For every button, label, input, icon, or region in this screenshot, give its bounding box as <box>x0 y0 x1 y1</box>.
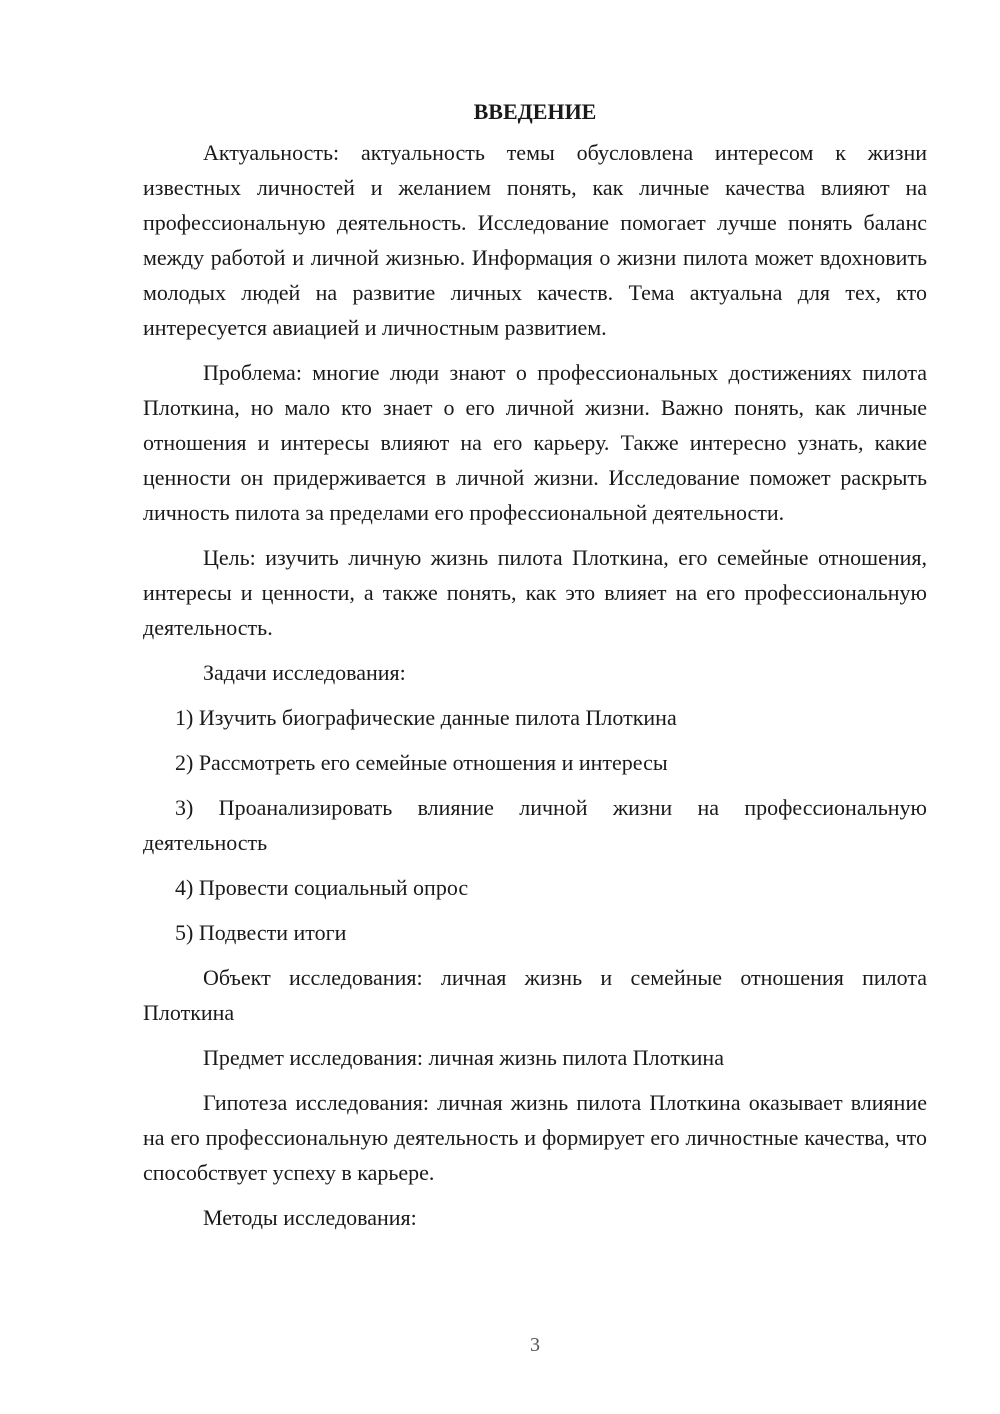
hypothesis-paragraph: Гипотеза исследования: личная жизнь пилота Плоткина оказывает влияние на его профессиональную деятельность и формирует его личностные качества, что способствует успеху в карьере. <box>143 1090 927 1185</box>
page-number: 3 <box>530 1334 540 1356</box>
page-content <box>143 94 927 1235</box>
goal-paragraph: Цель: изучить личную жизнь пилота Плоткина, его семейные отношения, интересы и ценности, а также понять, как это влияет на его профессиональную деятельность. <box>143 545 927 640</box>
methods-heading: Методы исследования: <box>203 1205 417 1230</box>
task-item: 3) Проанализировать влияние личной жизни на профессиональную деятельность <box>143 795 927 855</box>
section-heading: ВВЕДЕНИЕ <box>473 99 597 124</box>
tasks-heading: Задачи исследования: <box>203 660 406 685</box>
task-item: 2) Рассмотреть его семейные отношения и интересы <box>175 750 668 775</box>
task-item: 1) Изучить биографические данные пилота Плоткина <box>175 705 677 730</box>
relevance-paragraph: Актуальность: актуальность темы обусловлена интересом к жизни известных личностей и желанием понять, как личные качества влияют на профессиональную деятельность. Исследование помогает лучше понять баланс между работой и личной жизнью. Информация о жизни пилота может вдохновить молодых людей на развитие личных качеств. Тема актуальна для тех, кто интересуется авиацией и личностным развитием. <box>143 140 927 340</box>
task-item: 4) Провести социальный опрос <box>175 875 469 900</box>
problem-paragraph: Проблема: многие люди знают о профессиональных достижениях пилота Плоткина, но мало кто знает о его личной жизни. Важно понять, как личные отношения и интересы влияют на его карьеру. Также интересно узнать, какие ценности он придерживается в личной жизни. Исследование поможет раскрыть личность пилота за пределами его профессиональной деятельности. <box>143 360 927 525</box>
subject-paragraph: Предмет исследования: личная жизнь пилота Плоткина <box>203 1045 724 1070</box>
object-paragraph: Объект исследования: личная жизнь и семейные отношения пилота Плоткина <box>143 965 927 1025</box>
task-item: 5) Подвести итоги <box>175 920 347 945</box>
